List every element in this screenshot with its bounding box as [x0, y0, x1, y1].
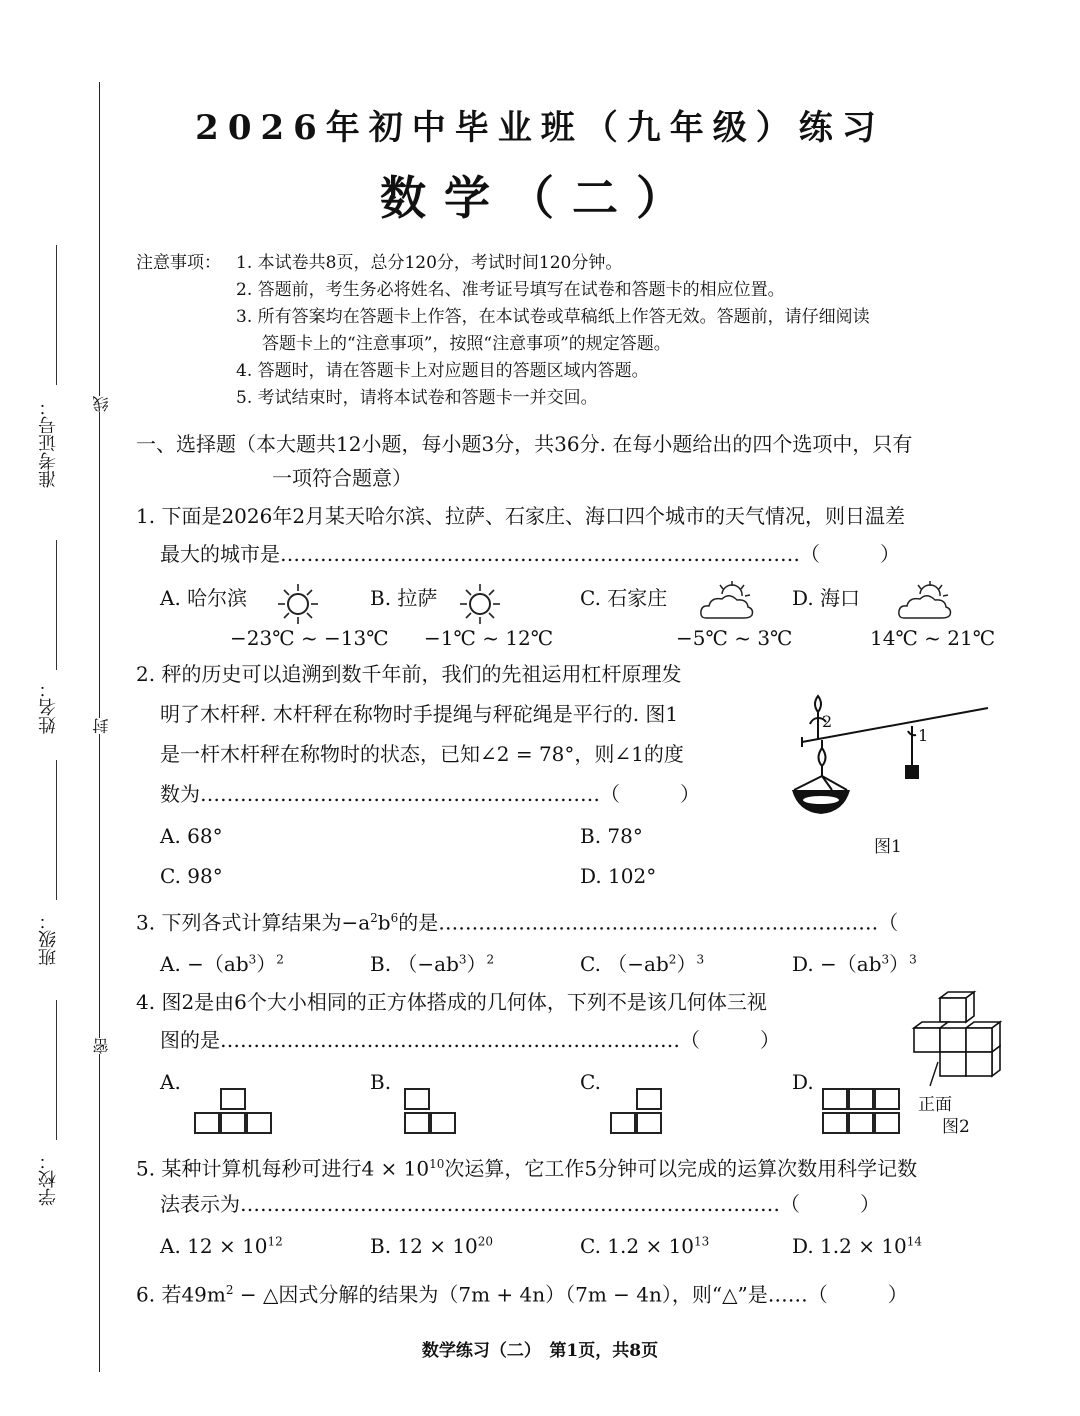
q1-stem: 1. 下面是2026年2月某天哈尔滨、拉萨、石家庄、海口四个城市的天气情况，则日温差 [136, 504, 906, 528]
q5-stem: 5. 某种计算机每秒可进行$4 \times 10^{10}$次运算，它工作5分钟可以完成的运算次数用科学记数 [136, 1156, 918, 1181]
view-square [220, 1112, 246, 1134]
q5-stem-cont: 法表示为………………………………………………………………………（ ） [160, 1192, 880, 1216]
cube-figure [908, 988, 1008, 1088]
q1-temp-c: −5℃ ~ 3℃ [676, 626, 793, 650]
exam-title: 2026年初中毕业班（九年级）练习 [195, 108, 885, 148]
q4-stem: 4. 图2是由6个大小相同的正方体搭成的几何体，下列不是该几何体三视 [136, 990, 767, 1014]
view-square [848, 1088, 874, 1110]
q2-stem-cont: 是一杆木杆秤在称物时的状态，已知∠2 = 78°，则∠1的度 [160, 742, 684, 766]
q1-temp-b: −1℃ ~ 12℃ [424, 626, 554, 650]
sun-icon [276, 582, 320, 626]
angle2-label: 2 [822, 712, 833, 731]
note-item: 4. 答题时，请在答题卡上对应题目的答题区域内答题。 [236, 361, 649, 381]
figure2-caption: 图2 [942, 1117, 970, 1137]
seal-seal-mark: 封 [92, 718, 111, 734]
view-square [848, 1112, 874, 1134]
exam-id-label: 准考证号： [38, 398, 59, 488]
q3-stem-b: b [377, 910, 391, 935]
q3-stem-c: 的是…………………………………………………………（ [398, 910, 899, 935]
q4-stem-cont: 图的是……………………………………………………………（ ） [160, 1028, 780, 1052]
q2-option-b[interactable]: B. 78° [580, 824, 643, 848]
q3-sup1: 2 [370, 911, 378, 925]
q3-option-d[interactable]: D. $-(ab^3)^3$ [792, 952, 917, 976]
section-heading: 一、选择题（本大题共12小题，每小题3分，共36分. 在每小题给出的四个选项中，只有 [136, 432, 913, 456]
view-square [610, 1112, 636, 1134]
q2-stem-cont: 明了木杆秤. 木杆秤在称物时手提绳与秤砣绳是平行的. 图1 [160, 702, 679, 726]
view-square [822, 1088, 848, 1110]
note-item: 1. 本试卷共8页，总分120分，考试时间120分钟。 [236, 253, 623, 273]
q5-option-a[interactable]: A. $12 \times 10^{12}$ [160, 1234, 283, 1258]
school-blank [56, 1000, 57, 1140]
exam-id-blank [56, 245, 57, 385]
view-square [430, 1112, 456, 1134]
name-label: 姓名： [38, 680, 59, 734]
q4-option-d[interactable]: D. [792, 1070, 814, 1094]
view-square [220, 1088, 246, 1110]
angle1-label: 1 [918, 726, 929, 745]
q3-option-c[interactable]: C. $(-ab^2)^3$ [580, 952, 705, 976]
class-blank [56, 760, 57, 900]
view-square [636, 1112, 662, 1134]
q1-option-a[interactable]: A. 哈尔滨 [160, 586, 248, 610]
q2-option-d[interactable]: D. 102° [580, 864, 657, 888]
q3-option-b[interactable]: B. $(-ab^3)^2$ [370, 952, 495, 976]
view-square [636, 1088, 662, 1110]
q2-option-c[interactable]: C. 98° [160, 864, 223, 888]
section-heading-cont: 一项符合题意） [272, 466, 412, 490]
q3-stem-a: 3. 下列各式计算结果为−a [136, 910, 371, 935]
subject-title: 数学（二） [380, 171, 700, 225]
q1-option-b[interactable]: B. 拉萨 [370, 586, 438, 610]
school-label: 学校： [38, 1152, 59, 1206]
q1-temp-a: −23℃ ~ −13℃ [230, 626, 389, 650]
q3-option-a[interactable]: A. $-(ab^3)^2$ [160, 952, 284, 976]
notes-label: 注意事项： [136, 253, 221, 273]
q1-stem-cont: 最大的城市是……………………………………………………………………（ ） [160, 542, 900, 566]
q3-sup2: 6 [390, 911, 399, 925]
view-square [194, 1112, 220, 1134]
note-item: 2. 答题前，考生务必将姓名、准考证号填写在试卷和答题卡的相应位置。 [236, 280, 785, 300]
view-square [874, 1112, 900, 1134]
figure1-caption: 图1 [874, 837, 902, 857]
name-blank [56, 540, 57, 670]
view-square [874, 1088, 900, 1110]
note-item: 3. 所有答案均在答题卡上作答，在本试卷或草稿纸上作答无效。答题前，请仔细阅读 [236, 307, 870, 327]
front-label: 正面 [918, 1095, 952, 1115]
q2-stem: 2. 秤的历史可以追溯到数千年前，我们的先祖运用杠杆原理发 [136, 662, 682, 686]
view-square [822, 1112, 848, 1134]
cloudy-icon [698, 580, 756, 624]
view-square [404, 1112, 430, 1134]
view-square [404, 1088, 430, 1110]
q3-stem [136, 904, 898, 937]
steelyard-figure [782, 690, 1012, 830]
q2-stem-cont: 数为……………………………………………………（ ） [160, 782, 700, 806]
q4-option-a[interactable]: A. [160, 1070, 181, 1094]
note-item: 5. 考试结束时，请将本试卷和答题卡一并交回。 [236, 388, 598, 408]
class-label: 班级： [38, 912, 59, 966]
q1-temp-d: 14℃ ~ 21℃ [870, 626, 996, 650]
page-footer: 数学练习（二） 第1页，共8页 [421, 1341, 659, 1361]
cloudy-icon [896, 580, 954, 624]
q2-option-a[interactable]: A. 68° [160, 824, 223, 848]
note-item: 答题卡上的“注意事项”，按照“注意事项”的规定答题。 [262, 334, 671, 354]
q1-option-d[interactable]: D. 海口 [792, 586, 861, 610]
q4-option-c[interactable]: C. [580, 1070, 601, 1094]
sun-icon [458, 582, 502, 626]
view-square [246, 1112, 272, 1134]
q5-option-b[interactable]: B. $12 \times 10^{20}$ [370, 1234, 494, 1258]
q4-option-b[interactable]: B. [370, 1070, 392, 1094]
q5-option-d[interactable]: D. $1.2 \times 10^{14}$ [792, 1234, 923, 1258]
q5-option-c[interactable]: C. $1.2 \times 10^{13}$ [580, 1234, 710, 1258]
q1-option-c[interactable]: C. 石家庄 [580, 586, 668, 610]
seal-line-mark: 线 [92, 396, 111, 412]
q6-stem: 6. 若$49m^2$ − △因式分解的结果为（7m + 4n）（7m − 4n），则“△”是……（ ） [136, 1282, 908, 1307]
seal-tight-mark: 密 [92, 1038, 111, 1054]
